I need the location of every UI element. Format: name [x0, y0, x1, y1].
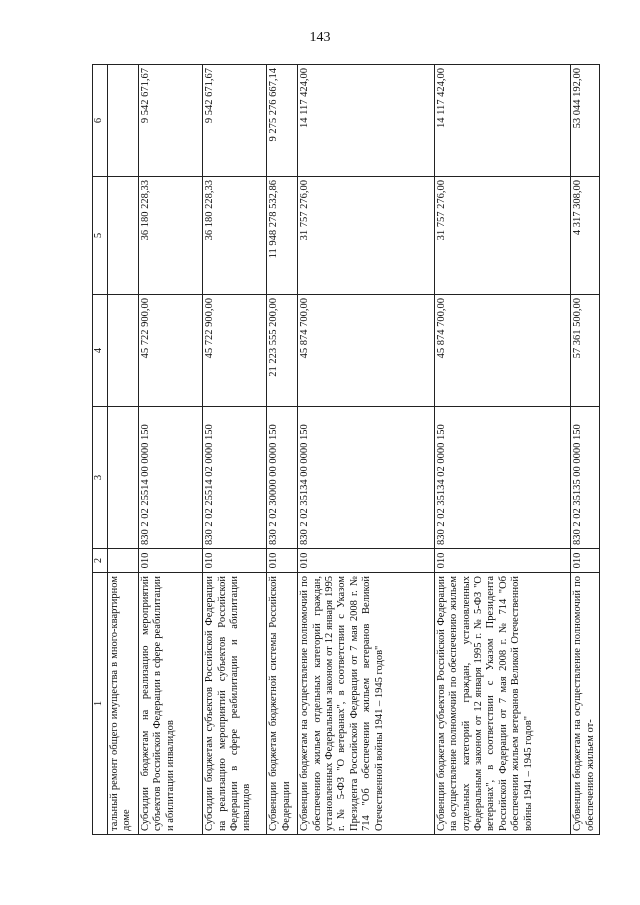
- table-header-row: [93, 65, 108, 835]
- header-col-6: 6: [93, 65, 108, 177]
- row-description: тальный ремонт общего имущества в много-квартирном доме: [108, 573, 139, 835]
- row-value-5: 36 180 228,33: [139, 177, 203, 295]
- table-row: [298, 65, 434, 835]
- row-value-5: 4 317 308,00: [571, 177, 600, 295]
- row-value-4: 45 874 700,00: [298, 295, 434, 407]
- table-row: [139, 65, 203, 835]
- row-code-3: 830 2 02 30000 00 0000 150: [267, 407, 298, 549]
- header-col-5: 5: [93, 177, 108, 295]
- table-row: [203, 65, 267, 835]
- row-code-2: 010: [203, 549, 267, 573]
- row-value-4: 45 722 900,00: [203, 295, 267, 407]
- row-description: Субвенции бюджетам на осуществление полномочий по обеспечению жильем отдельных категорий граждан, установленных Федеральным законом от 12 января 1995 г. № 5-ФЗ "О ветеранах", в соответствии с Указом Президента Российской Федерации от 7 мая 2008 г. № 714 "Об обеспечении жильем ветеранов Великой Отечественной войны 1941 – 1945 годов": [298, 573, 434, 835]
- row-description: Субсидии бюджетам субъектов Российской Федерации на реализацию мероприятий субъектов Российской Федерации в сфере реабилитации и абилитации инвалидов: [203, 573, 267, 835]
- row-code-2: 010: [267, 549, 298, 573]
- row-value-6: 53 044 192,00: [571, 65, 600, 177]
- row-value-5: 31 757 276,00: [298, 177, 434, 295]
- row-code-3: 830 2 02 35134 00 0000 150: [298, 407, 434, 549]
- row-description: Субвенции бюджетам на осуществление полномочий по обеспечению жильем от-: [571, 573, 600, 835]
- row-value-6: 9 542 671,67: [139, 65, 203, 177]
- row-code-2: [108, 549, 139, 573]
- row-description: Субвенции бюджетам субъектов Российской Федерации на осуществление полномочий по обеспечению жильем отдельных категорий граждан, установленных Федеральным законом от 12 января 1995 г. № 5-ФЗ "О ветеранах", в соответствии с Указом Президента Российской Федерации от 7 мая 2008 г. № 714 "Об обеспечении жильем ветеранов Великой Отечественной войны 1941 – 1945 годов": [434, 573, 570, 835]
- header-col-4: 4: [93, 295, 108, 407]
- row-value-6: 14 117 424,00: [298, 65, 434, 177]
- row-code-2: 010: [139, 549, 203, 573]
- rotated-table-container: [92, 65, 600, 835]
- row-code-3: 830 2 02 25514 00 0000 150: [139, 407, 203, 549]
- row-value-4: 45 722 900,00: [139, 295, 203, 407]
- table-row: [434, 65, 570, 835]
- row-value-5: [108, 177, 139, 295]
- table-row: [108, 65, 139, 835]
- row-code-2: 010: [298, 549, 434, 573]
- header-col-3: 3: [93, 407, 108, 549]
- row-code-3: 830 2 02 35134 02 0000 150: [434, 407, 570, 549]
- row-value-4: 45 874 700,00: [434, 295, 570, 407]
- row-description: Субсидии бюджетам на реализацию мероприятий субъектов Российской Федерации в сфере реабилитации и абилитации инвалидов: [139, 573, 203, 835]
- table-row: [571, 65, 600, 835]
- row-value-6: [108, 65, 139, 177]
- page-number: 143: [309, 30, 331, 45]
- row-value-4: 57 361 500,00: [571, 295, 600, 407]
- row-value-5: 31 757 276,00: [434, 177, 570, 295]
- row-code-2: 010: [434, 549, 570, 573]
- row-code-2: 010: [571, 549, 600, 573]
- row-code-3: 830 2 02 25514 02 0000 150: [203, 407, 267, 549]
- header-col-1: 1: [93, 573, 108, 835]
- row-code-3: 830 2 02 35135 00 0000 150: [571, 407, 600, 549]
- table-row: [267, 65, 298, 835]
- budget-table: [92, 64, 600, 835]
- row-value-5: 11 948 278 532,86: [267, 177, 298, 295]
- row-value-4: [108, 295, 139, 407]
- row-code-3: [108, 407, 139, 549]
- row-value-5: 36 180 228,33: [203, 177, 267, 295]
- row-description: Субвенции бюджетам бюджетной системы Российской Федерации: [267, 573, 298, 835]
- header-col-2: 2: [93, 549, 108, 573]
- row-value-6: 9 542 671,67: [203, 65, 267, 177]
- row-value-6: 14 117 424,00: [434, 65, 570, 177]
- row-value-6: 9 275 276 667,14: [267, 65, 298, 177]
- row-value-4: 21 223 555 200,00: [267, 295, 298, 407]
